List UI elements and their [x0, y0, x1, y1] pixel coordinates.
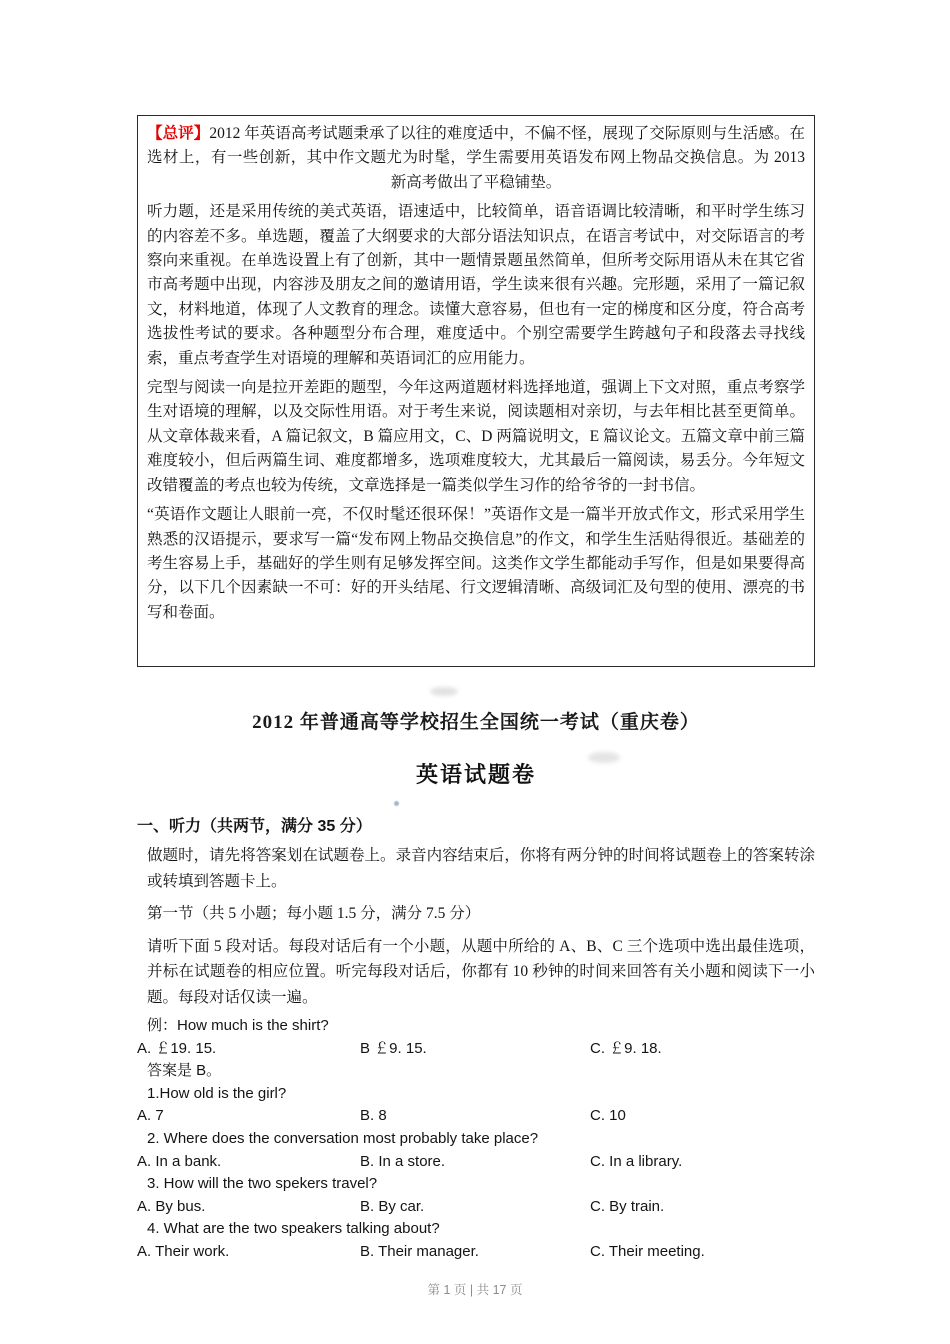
scan-artifact: [588, 752, 620, 763]
exam-subtitle: 英语试题卷: [415, 762, 536, 787]
page-footer: 第 1 页 | 共 17 页: [427, 1283, 523, 1297]
review-paragraph-overview: [147, 122, 805, 195]
question-2-options: [137, 1151, 815, 1174]
listening-questions: [137, 1015, 815, 1264]
question-3-option-b: B. By car.: [360, 1197, 425, 1215]
listening-intro: 做题时，请先将答案划在试题卷上。录音内容结束后，你将有两分钟的时间将试题卷上的答案转涂或转填到答题卡上。: [147, 847, 815, 890]
review-paragraph-writing: “英语作文题让人眼前一亮，不仅时髦还很环保！”英语作文是一篇半开放式作文，形式采用学生熟悉的汉语提示，要求写一篇“发布网上物品交换信息”的作文，和学生生活贴得很近。基础差的考生容易上手，基础好的学生则有足够发挥空间。这类作文学生都能动手写作，但是如果要得高分，以下几个因素缺一不可：好的开头结尾、行文逻辑清晰、高级词汇及句型的使用、漂亮的书写和卷面。: [147, 506, 805, 621]
example-question: 例：How much is the shirt?: [147, 1017, 329, 1034]
question-4-option-c: C. Their meeting.: [590, 1242, 705, 1260]
scan-artifact: [430, 687, 458, 696]
example-options: [137, 1038, 815, 1061]
review-paragraph-cloze-reading: 完型与阅读一向是拉开差距的题型，今年这两道题材料选择地道，强调上下文对照，重点考察学生对语境的理解，以及交际性用语。对于考生来说，阅读题相对亲切，与去年相比甚至更简单。从文章体裁来看，A 篇记叙文，B 篇应用文，C、D 两篇说明文，E 篇议论文。五篇文章中前三篇难度较小，但后两篇生词、难度都增多，选项难度较大，尤其最后一篇阅读，易丢分。今年短文改错覆盖的考点也较为传统，文章选择是一篇类似学生习作的给爷爷的一封书信。: [147, 379, 805, 494]
scan-artifact: [394, 801, 399, 806]
part1-heading: 第一节（共 5 小题；每小题 1.5 分，满分 7.5 分）: [147, 905, 481, 922]
question-1-options: [137, 1105, 815, 1128]
part1-instructions: 请听下面 5 段对话。每段对话后有一个小题，从题中所给的 A、B、C 三个选项中选出最佳选项，并标在试题卷的相应位置。听完每段对话后，你都有 10 秒钟的时间来回答有关小题和阅读下一小题。每段对话仅读一遍。: [147, 937, 815, 1006]
question-4-option-a: A. Their work.: [137, 1242, 230, 1260]
question-2-option-c: C. In a library.: [590, 1152, 683, 1170]
example-option-a: A. ￡19. 15.: [137, 1039, 217, 1057]
question-1-option-a: A. 7: [137, 1107, 164, 1125]
example-option-b: B ￡9. 15.: [360, 1039, 427, 1057]
question-2: 2. Where does the conversation most probably take place?: [147, 1129, 539, 1147]
question-2-option-b: B. In a store.: [360, 1152, 446, 1170]
example-answer: 答案是 B。: [147, 1062, 222, 1080]
review-box: [137, 115, 815, 667]
question-3: 3. How will the two spekers travel?: [147, 1175, 378, 1193]
question-1: 1.How old is the girl?: [147, 1084, 287, 1102]
question-1-option-b: B. 8: [360, 1107, 387, 1125]
question-4-option-b: B. Their manager.: [360, 1242, 479, 1260]
question-1-option-c: C. 10: [590, 1107, 626, 1125]
question-4: 4. What are the two speakers talking about?: [147, 1220, 440, 1238]
document-content: [137, 115, 815, 1264]
question-3-option-c: C. By train.: [590, 1197, 665, 1215]
example-option-c: C. ￡9. 18.: [590, 1039, 662, 1057]
question-3-options: [137, 1196, 815, 1219]
question-4-options: [137, 1241, 815, 1264]
exam-title: 2012 年普通高等学校招生全国统一考试（重庆卷）: [252, 712, 700, 733]
review-paragraph-listening: 听力题，还是采用传统的美式英语，语速适中，比较简单，语音语调比较清晰，和平时学生练习的内容差不多。单选题，覆盖了大纲要求的大部分语法知识点，在语言考试中，对交际语言的考察向来重视。在单选设置上有了创新，其中一题情景题虽然简单，但所考交际用语从未在其它省市高考题中出现，内容涉及朋友之间的邀请用语，学生读来很有兴趣。完形题，采用了一篇记叙文，材料地道，体现了人文教育的理念。读懂大意容易，但也有一定的梯度和区分度，符合高考选拔性考试的要求。各种题型分布合理，难度适中。个别空需要学生跨越句子和段落去寻找线索，重点考查学生对语境的理解和英语词汇的应用能力。: [147, 203, 805, 367]
review-label: 【总评】: [147, 125, 210, 142]
review-overview-text: 2012 年英语高考试题秉承了以往的难度适中，不偏不怪，展现了交际原则与生活感。在选材上，有一些创新，其中作文题尤为时髦，学生需要用英语发布网上物品交换信息。为 2013 新高考做出了平稳铺垫。: [147, 125, 805, 191]
question-3-option-a: A. By bus.: [137, 1197, 206, 1215]
question-2-option-a: A. In a bank.: [137, 1152, 222, 1170]
section-heading-listening: 一、听力（共两节，满分 35 分）: [137, 818, 372, 835]
